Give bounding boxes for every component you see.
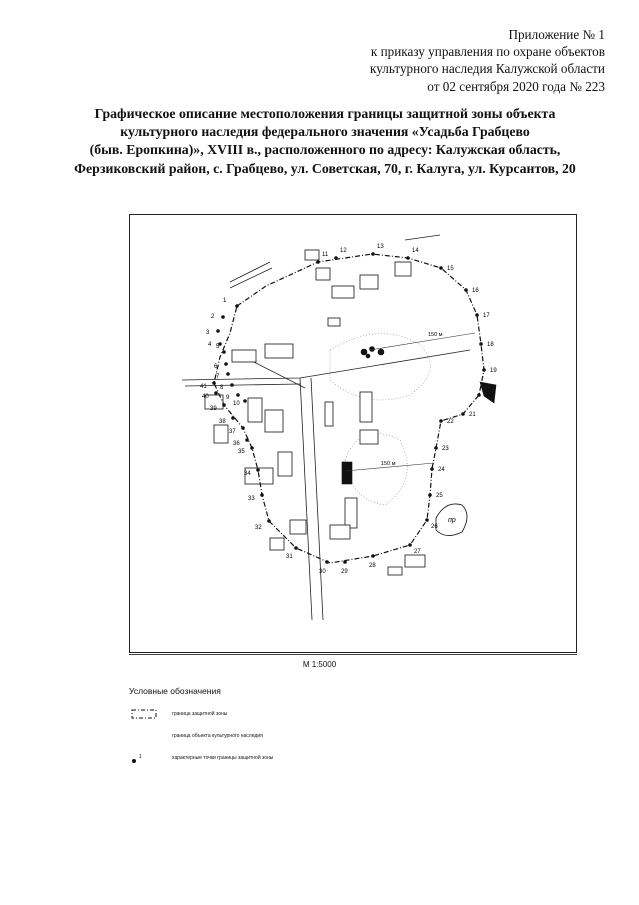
- point-label: 31: [286, 554, 293, 560]
- point-label: 40: [202, 394, 209, 400]
- appendix-line: культурного наследия Калужской области: [370, 61, 605, 77]
- buildings: [205, 250, 425, 575]
- legend-label: граница защитной зоны: [172, 711, 228, 717]
- boundary-point: [224, 362, 228, 366]
- point-label: 4: [208, 342, 212, 348]
- boundary-point: [406, 256, 410, 260]
- boundary-point: [216, 329, 220, 333]
- title-line: Графическое описание местоположения границы защитной зоны объекта: [94, 106, 556, 121]
- boundary-point: [316, 260, 320, 264]
- point-label: 35: [238, 449, 245, 455]
- point-label: 27: [414, 549, 421, 555]
- distance-label: 150 м: [381, 461, 396, 467]
- boundary-point: [430, 467, 434, 471]
- legend-item-zone: [130, 708, 430, 722]
- boundary-point: [425, 518, 429, 522]
- point-label: 14: [412, 248, 419, 254]
- boundary-point: [482, 368, 486, 372]
- point-label: 33: [248, 496, 255, 502]
- point-label: 37: [229, 429, 236, 435]
- point-label: 6: [214, 364, 218, 370]
- legend-item-points: [130, 752, 430, 766]
- boundary-point: [222, 403, 226, 407]
- scale-line: [129, 654, 577, 655]
- point-symbol: [130, 752, 160, 766]
- point-label: 19: [490, 368, 497, 374]
- boundary-point: [250, 446, 254, 450]
- point-label: 9: [226, 395, 230, 401]
- boundary-point: [230, 383, 234, 387]
- boundary-point: [479, 342, 483, 346]
- point-label: 11: [322, 252, 329, 258]
- appendix-line: к приказу управления по охране объектов: [370, 44, 605, 60]
- boundary-point: [226, 372, 230, 376]
- point-label: 36: [233, 441, 240, 447]
- boundary-point: [475, 313, 479, 317]
- point-label: 7: [216, 374, 220, 380]
- boundary-point: [439, 419, 443, 423]
- boundary-point: [214, 391, 218, 395]
- boundary-point: [439, 266, 443, 270]
- point-label: 16: [472, 288, 479, 294]
- boundary-point: [267, 519, 271, 523]
- point-label: 39: [210, 406, 217, 412]
- point-label: 25: [436, 493, 443, 499]
- point-label: 21: [469, 412, 476, 418]
- point-label: 24: [438, 467, 445, 473]
- point-label: 41: [200, 384, 207, 390]
- point-label: 28: [369, 563, 376, 569]
- boundary-point: [236, 393, 240, 397]
- boundary-point: [221, 315, 225, 319]
- boundary-point: [464, 288, 468, 292]
- point-label: 20: [485, 393, 492, 399]
- boundary-point: [231, 416, 235, 420]
- boundary-point: [343, 560, 347, 564]
- legend-title: Условные обозначения: [129, 686, 221, 696]
- point-label: 30: [319, 569, 326, 575]
- legend-label: характерные точки границы защитной зоны: [172, 755, 274, 761]
- pond-label: пр: [448, 517, 456, 524]
- boundary-point: [256, 468, 260, 472]
- boundary-point: [260, 493, 264, 497]
- point-label: 12: [340, 248, 347, 254]
- point-label: 22: [447, 419, 454, 425]
- point-label: 18: [487, 342, 494, 348]
- boundary-point: [477, 393, 481, 397]
- point-label: 34: [244, 471, 251, 477]
- title-line: культурного наследия федерального значения «Усадьба Грабцево: [120, 124, 530, 140]
- point-symbol-text: 1: [139, 754, 142, 760]
- boundary-point: [245, 438, 249, 442]
- legend-label: граница объекта культурного наследия: [172, 733, 263, 739]
- boundary-point: [371, 554, 375, 558]
- boundary-point: [408, 543, 412, 547]
- point-label: 1: [223, 298, 227, 304]
- map-scale: М 1:5000: [302, 660, 337, 669]
- point-label: 29: [341, 569, 348, 575]
- point-label: 10: [233, 401, 240, 407]
- boundary-point: [428, 493, 432, 497]
- boundary-point: [334, 256, 338, 260]
- appendix-line: от 02 сентября 2020 года № 223: [427, 78, 605, 94]
- point-label: 26: [431, 524, 438, 530]
- boundary-point: [371, 252, 375, 256]
- zone-boundary-symbol: [130, 708, 160, 720]
- boundary-point: [222, 350, 226, 354]
- point-label: 13: [377, 244, 384, 250]
- boundary-point: [241, 426, 245, 430]
- point-label: 2: [211, 314, 215, 320]
- boundary-point: [212, 381, 216, 385]
- point-label: 3: [206, 330, 210, 336]
- title-line: Ферзиковский район, с. Грабцево, ул. Советская, 70, г. Калуга, ул. Курсантов, 20: [74, 160, 576, 176]
- point-label: 8: [220, 385, 224, 391]
- boundary-point: [325, 560, 329, 564]
- boundary-point: [235, 304, 239, 308]
- legend-item-heritage: [130, 730, 430, 744]
- distance-label: 150 м: [428, 332, 443, 338]
- point-label: 38: [219, 419, 226, 425]
- boundary-point: [243, 399, 247, 403]
- title-line: (быв. Еропкина)», XVIII в., расположенного по адресу: Калужская область,: [89, 142, 561, 158]
- point-label: 17: [483, 313, 490, 319]
- appendix-line: Приложение № 1: [508, 27, 605, 42]
- boundary-point: [294, 546, 298, 550]
- point-label: 15: [447, 266, 454, 272]
- point-label: 23: [442, 446, 449, 452]
- point-label: 32: [255, 525, 262, 531]
- boundary-point: [461, 412, 465, 416]
- point-label: 5: [216, 344, 220, 350]
- boundary-point: [434, 446, 438, 450]
